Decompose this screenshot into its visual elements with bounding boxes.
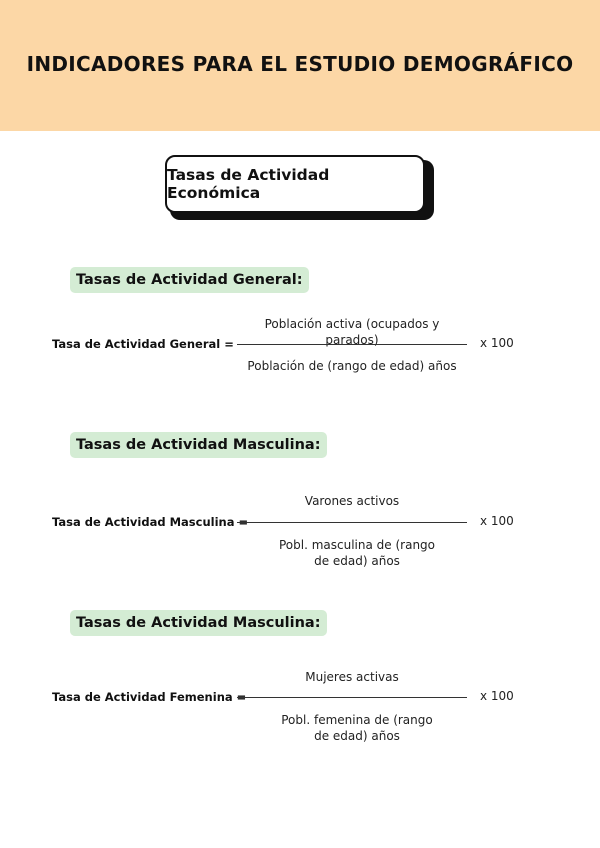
section-title-box [165, 155, 425, 213]
formula-multiplier: x 100 [480, 336, 514, 350]
page-title: INDICADORES PARA EL ESTUDIO DEMOGRÁFICO [26, 52, 574, 76]
section-title: Tasas de Actividad Económica [167, 166, 330, 202]
formula-numerator: Varones activos [304, 494, 400, 508]
formula-denominator: Pobl. masculina de (rango de edad) años [278, 538, 436, 568]
formula-numerator: Población activa (ocupados y parados) [264, 317, 440, 347]
fraction-line [237, 522, 467, 523]
formula-multiplier: x 100 [480, 689, 514, 703]
formula-label: Tasa de Actividad Femenina = [52, 690, 247, 704]
fraction-line [237, 344, 467, 345]
section-heading-femenina: Tasas de Actividad Masculina: [70, 610, 327, 636]
section-heading-masculina: Tasas de Actividad Masculina: [70, 432, 327, 458]
formula-label: Tasa de Actividad Masculina = [52, 515, 249, 529]
formula-label: Tasa de Actividad General = [52, 337, 234, 351]
formula-numerator: Mujeres activas [305, 670, 399, 684]
header-banner [0, 0, 600, 131]
formula-multiplier: x 100 [480, 514, 514, 528]
fraction-line [237, 697, 467, 698]
section-heading-general: Tasas de Actividad General: [70, 267, 309, 293]
formula-denominator: Pobl. femenina de (rango de edad) años [281, 713, 433, 743]
formula-denominator: Población de (rango de edad) años [247, 359, 457, 373]
